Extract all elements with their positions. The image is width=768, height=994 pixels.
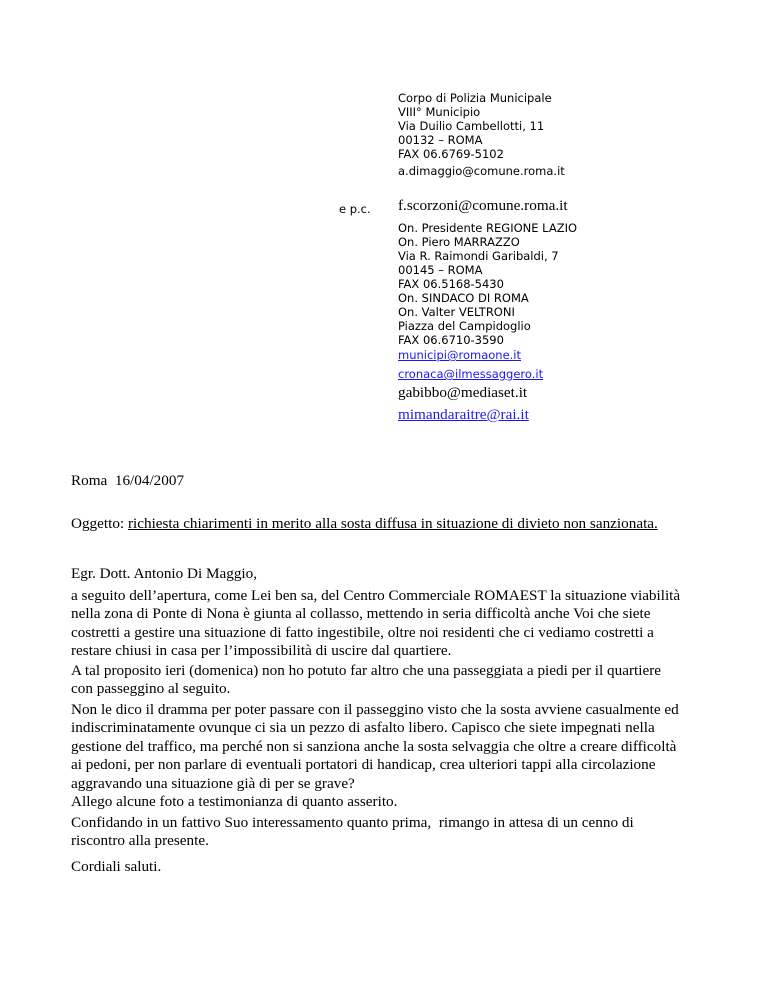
- email-link-mimandaraitre[interactable]: mimandaraitre@rai.it: [398, 406, 529, 423]
- paragraph-line: con passeggino al seguito.: [71, 680, 231, 698]
- closing-text: Cordiali saluti.: [71, 858, 162, 875]
- paragraph-line: ai pedoni, per non parlare di eventuali portatori di handicap, crea ulteriori tappi alla circolazione: [71, 756, 656, 774]
- paragraph: [71, 701, 711, 793]
- email-link-cronaca[interactable]: cronaca@ilmessaggero.it: [398, 367, 544, 381]
- cc-regione-address: [398, 221, 577, 291]
- paragraph-line: nella zona di Ponte di Nona è giunta al collasso, mettendo in seria difficoltà anche Voi che siete: [71, 605, 651, 623]
- paragraph-line: gestione del traffico, ma perché non si sanziona anche la sosta selvaggia che oltre a creare difficoltà: [71, 737, 677, 755]
- paragraph-line: indiscriminatamente ovunque ci sia un pezzo di asfalto libero. Capisco che siete impegnati nella: [71, 719, 655, 737]
- salutation-text: Egr. Dott. Antonio Di Maggio,: [71, 565, 258, 582]
- paragraph-line: a seguito dell’apertura, come Lei ben sa, del Centro Commerciale ROMAEST la situazione viabilità: [71, 587, 681, 604]
- recipient-line: FAX 06.6769-5102: [398, 147, 504, 161]
- cc-label: e p.c.: [339, 202, 371, 216]
- place-date-text: Roma 16/04/2007: [71, 472, 185, 489]
- email-link-municipi[interactable]: municipi@romaone.it: [398, 348, 522, 362]
- paragraph-line: restare chiusi in casa per l’impossibilità di uscire dal quartiere.: [71, 642, 452, 660]
- subject-line: [71, 515, 711, 533]
- regione-line: On. Presidente REGIONE LAZIO: [398, 221, 578, 235]
- sindaco-line: FAX 06.6710-3590: [398, 333, 504, 347]
- regione-line: Via R. Raimondi Garibaldi, 7: [398, 249, 559, 263]
- paragraph-line: aggravando una situazione già di per se grave?: [71, 774, 355, 792]
- salutation: [71, 565, 711, 583]
- paragraph: [71, 814, 711, 851]
- recipient-address: [398, 91, 552, 161]
- paragraph: [71, 793, 711, 811]
- paragraph-line: A tal proposito ieri (domenica) non ho potuto far altro che una passeggiata a piedi per il quartiere: [71, 662, 662, 679]
- subject-text: richiesta chiarimenti in merito alla sosta diffusa in situazione di divieto non sanzionata.: [127, 515, 658, 532]
- email-link-gabibbo[interactable]: gabibbo@mediaset.it: [398, 384, 528, 401]
- recipient-line: Via Duilio Cambellotti, 11: [398, 119, 545, 133]
- paragraph-line: Confidando in un fattivo Suo interessamento quanto prima, rimango in attesa di un cenno di: [71, 814, 634, 831]
- paragraph-line: Non le dico il dramma per poter passare con il passeggino visto che la sosta avviene casualmente ed: [71, 701, 679, 718]
- closing: [71, 858, 711, 876]
- recipient-line: 00132 – ROMA: [398, 133, 483, 147]
- place-date: [71, 472, 711, 490]
- sindaco-line: On. Valter VELTRONI: [398, 305, 515, 319]
- cc-email-scorzoni[interactable]: f.scorzoni@comune.roma.it: [398, 197, 568, 214]
- cc-sindaco-address: [398, 291, 531, 347]
- paragraph: [71, 662, 711, 699]
- sindaco-line: On. SINDACO DI ROMA: [398, 291, 529, 305]
- regione-line: 00145 – ROMA: [398, 263, 483, 277]
- paragraph-line: riscontro alla presente.: [71, 832, 209, 850]
- recipient-line: VIII° Municipio: [398, 105, 481, 119]
- regione-line: On. Piero MARRAZZO: [398, 235, 520, 249]
- sindaco-line: Piazza del Campidoglio: [398, 319, 531, 333]
- paragraph-line: Allego alcune foto a testimonianza di quanto asserito.: [71, 793, 398, 810]
- regione-line: FAX 06.5168-5430: [398, 277, 504, 291]
- subject-label: Oggetto:: [71, 515, 125, 532]
- recipient-line: Corpo di Polizia Municipale: [398, 91, 552, 105]
- paragraph: [71, 587, 711, 661]
- recipient-email[interactable]: a.dimaggio@comune.roma.it: [398, 164, 565, 178]
- paragraph-line: costretti a gestire una situazione di fatto ingestibile, oltre noi residenti che ci vediamo costretti a: [71, 623, 654, 641]
